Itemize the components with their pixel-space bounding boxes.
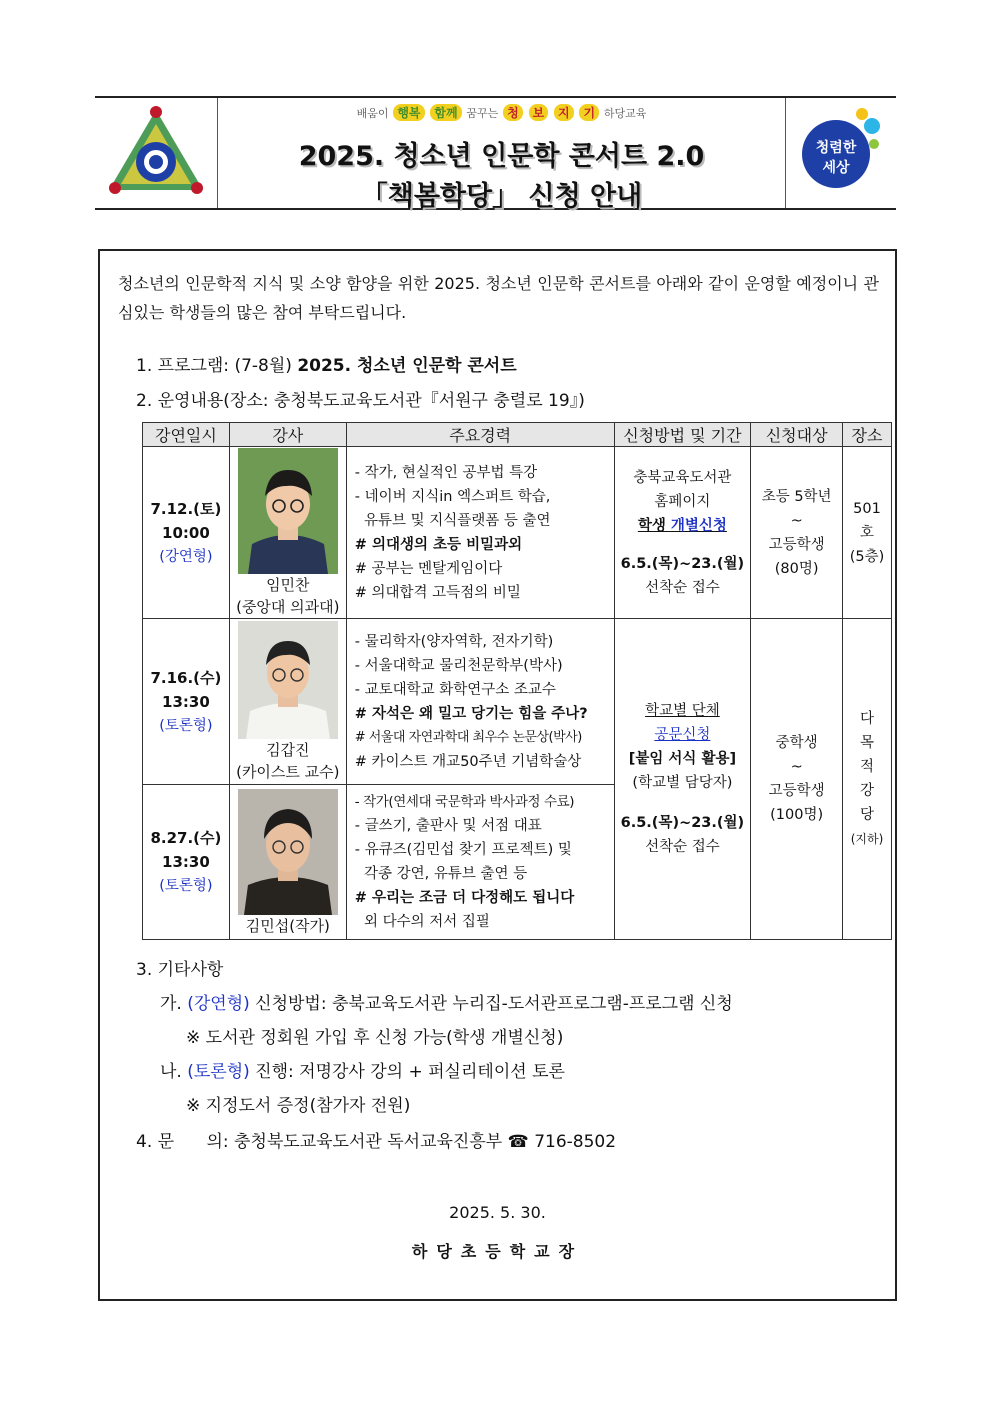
etc-lecture-method <box>160 989 733 1014</box>
svg-text:청렴한: 청렴한 <box>815 140 857 156</box>
place-cell <box>843 447 892 619</box>
apply-text: 개별신청 <box>670 517 727 534</box>
table-row <box>143 619 892 785</box>
apply-period: 6.5.(목)~23.(월) <box>620 555 745 572</box>
career-line: # 우리는 조금 더 다정해도 됩니다 <box>354 890 575 906</box>
career-line: # 공부는 멘탈게임이다 <box>354 560 503 577</box>
program-name: 2025. 청소년 인문학 콘서트 <box>297 356 517 376</box>
tagline-pill: 함께 <box>430 104 461 121</box>
etc-prefix: 가. <box>160 994 188 1014</box>
place-text: 다 <box>860 711 875 727</box>
tagline-text: 꿈꾸는 <box>466 107 499 120</box>
place-text: 호 <box>860 524 875 541</box>
lecture-time: 10:00 <box>162 523 210 542</box>
lecturer-photo <box>238 448 338 574</box>
apply-cell <box>614 447 751 619</box>
career-line: 유튜브 및 지식플랫폼 등 출연 <box>354 512 551 529</box>
lecture-date: 7.16.(수) <box>150 668 222 687</box>
career-line: - 글쓰기, 출판사 및 서점 대표 <box>354 818 542 834</box>
contact-phone: 716-8502 <box>534 1132 617 1152</box>
lecturer-name: 김갑진 <box>266 741 310 759</box>
place-text: 적 <box>860 759 875 775</box>
target-text: ~ <box>790 759 803 775</box>
lecturer-cell <box>229 447 346 619</box>
place-text: 당 <box>860 807 875 823</box>
target-text: ~ <box>790 512 803 529</box>
etc-discussion-note: ※ 지정도서 증정(참가자 전원) <box>186 1096 411 1116</box>
column-header: 장소 <box>843 423 892 447</box>
place-text: 목 <box>860 735 875 751</box>
target-text: (100명) <box>770 807 824 823</box>
document-date: 2025. 5. 30. <box>449 1203 546 1222</box>
etc-lecture-note: ※ 도서관 정회원 가입 후 신청 가능(학생 개별신청) <box>186 1028 564 1048</box>
career-cell <box>346 785 614 940</box>
signature: 하당초등학교장 <box>411 1242 584 1261</box>
lecture-type: (토론형) <box>159 717 213 734</box>
lecture-date: 7.12.(토) <box>150 499 222 518</box>
career-line: 각종 강연, 유튜브 출연 등 <box>354 866 528 882</box>
lecturer-affiliation: (카이스트 교수) <box>236 763 340 781</box>
lecture-type: (강연형) <box>159 548 213 565</box>
target-text: 고등학생 <box>768 536 825 553</box>
contact-label: 4. 문 의: 충청북도교육도서관 독서교육진흥부 <box>136 1132 508 1152</box>
phone-icon: ☎ <box>507 1132 529 1152</box>
group-place-cell <box>843 619 892 940</box>
page-title: 2025. 청소년 인문학 콘서트 2.0 <box>298 141 705 172</box>
item-program <box>136 351 517 376</box>
lecture-time: 13:30 <box>162 692 210 711</box>
tagline-pill: 기 <box>579 104 599 121</box>
notice-body <box>98 249 897 1301</box>
tagline-pill: 행복 <box>393 104 424 121</box>
etc-text: 신청방법: 충북교육도서관 누리집-도서관프로그램-프로그램 신청 <box>249 994 733 1014</box>
career-line: # 카이스트 개교50주년 기념학술상 <box>354 753 582 770</box>
tagline-text: 배움이 <box>356 107 389 120</box>
career-cell <box>346 619 614 785</box>
place-text: (5층) <box>849 548 885 565</box>
lecture-type: (토론형) <box>159 878 213 894</box>
tagline-pill: 보 <box>529 104 549 121</box>
lecturer-photo <box>238 789 338 915</box>
apply-text: 선착순 접수 <box>645 579 720 596</box>
career-cell <box>346 447 614 619</box>
header-tagline <box>217 104 786 121</box>
career-line: - 작가, 현실적인 공부법 특강 <box>354 464 538 481</box>
group-target-cell <box>751 619 843 940</box>
place-text: (지하) <box>850 832 884 846</box>
etc-prefix: 나. <box>160 1062 188 1082</box>
career-line: # 자석은 왜 밀고 당기는 힘을 주나? <box>354 705 588 722</box>
target-cell <box>751 447 843 619</box>
schedule-table <box>142 422 892 940</box>
career-line: # 의대생의 초등 비밀과외 <box>354 536 523 553</box>
apply-period: 6.5.(목)~23.(월) <box>620 815 745 831</box>
apply-text: 학생 <box>637 517 671 534</box>
lecturer-name: 임민찬 <box>266 576 310 594</box>
tagline-pill: 청 <box>503 104 523 121</box>
lecturer-cell <box>229 785 346 940</box>
item-etc: 3. 기타사항 <box>136 960 224 980</box>
integrity-logo-cell <box>785 98 896 208</box>
career-line: - 유큐즈(김민섭 찾기 프로젝트) 및 <box>354 842 572 858</box>
etc-type: (강연형) <box>187 994 250 1014</box>
school-emblem-cell <box>95 98 218 208</box>
apply-text: 선착순 접수 <box>645 839 720 855</box>
lecturer-cell <box>229 619 346 785</box>
lecture-date: 8.27.(수) <box>150 829 222 847</box>
table-header-row <box>143 423 892 447</box>
target-text: 중학생 <box>775 735 818 751</box>
tagline-pill: 지 <box>554 104 574 121</box>
career-line: - 교토대학교 화학연구소 조교수 <box>354 681 556 698</box>
career-line: 외 다수의 저서 집필 <box>354 914 490 930</box>
lecturer-name: 김민섭(작가) <box>245 916 330 935</box>
lecture-datetime <box>143 785 230 940</box>
apply-text: 충북교육도서관 <box>633 469 732 486</box>
lecture-datetime <box>143 619 230 785</box>
apply-text: 홈페이지 <box>654 493 711 510</box>
document-header <box>95 96 896 210</box>
apply-text: 공문신청 <box>654 727 711 743</box>
career-line: # 서울대 자연과학대 최우수 논문상(박사) <box>354 729 582 745</box>
etc-text: 진행: 저명강사 강의 + 퍼실리테이션 토론 <box>249 1062 565 1082</box>
intro-paragraph: 청소년의 인문학적 지식 및 소양 함양을 위한 2025. 청소년 인문학 콘서트를 아래와 같이 운영할 예정이니 관심있는 학생들의 많은 참여 부탁드립니다. <box>118 274 879 322</box>
target-text: (80명) <box>774 560 819 577</box>
lecturer-affiliation: (중앙대 의과대) <box>236 598 340 616</box>
table-row <box>143 447 892 619</box>
column-header: 강연일시 <box>143 423 230 447</box>
group-apply-cell <box>614 619 751 940</box>
school-emblem-icon <box>95 98 217 208</box>
career-line: - 서울대학교 물리천문학부(박사) <box>354 657 563 674</box>
integrity-logo-icon <box>786 98 896 208</box>
svg-text:세상: 세상 <box>822 160 850 176</box>
apply-text: [붙임 서식 활용] <box>628 751 737 767</box>
column-header: 강사 <box>229 423 346 447</box>
etc-discussion-method <box>160 1057 565 1082</box>
apply-text: (학교별 담당자) <box>632 775 733 791</box>
apply-text: 학교별 단체 <box>645 703 720 719</box>
item-label: 1. 프로그램: (7-8월) <box>136 356 298 376</box>
page-subtitle: 「책봄학당」 신청 안내 <box>360 181 643 212</box>
lecture-datetime <box>143 447 230 619</box>
career-line: # 의대합격 고득점의 비밀 <box>354 584 521 601</box>
etc-type: (토론형) <box>187 1062 250 1082</box>
tagline-text: 하당교육 <box>603 107 647 120</box>
target-text: 고등학생 <box>768 783 825 799</box>
career-line: - 작가(연세대 국문학과 박사과정 수료) <box>354 794 575 810</box>
career-line: - 물리학자(양자역학, 전자기학) <box>354 633 554 650</box>
header-title-area <box>217 98 786 212</box>
column-header: 주요경력 <box>346 423 614 447</box>
column-header: 신청대상 <box>751 423 843 447</box>
target-text: 초등 5학년 <box>761 488 832 505</box>
place-text: 501 <box>853 500 881 517</box>
lecture-time: 13:30 <box>162 853 210 871</box>
place-text: 강 <box>860 783 875 799</box>
item-operation: 2. 운영내용(장소: 충청북도교육도서관『서원구 충렬로 19』) <box>136 391 585 411</box>
lecturer-photo <box>238 621 338 739</box>
item-contact <box>136 1127 616 1152</box>
career-line: - 네이버 지식in 엑스퍼트 학습, <box>354 488 551 505</box>
column-header: 신청방법 및 기간 <box>614 423 751 447</box>
